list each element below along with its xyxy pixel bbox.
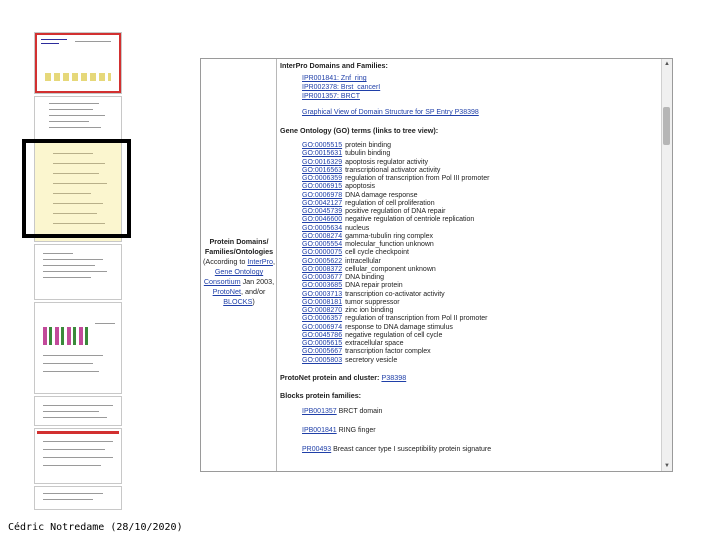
go-term-row [302,266,660,274]
footer-credit: Cédric Notredame (28/10/2020) [8,522,183,533]
label-date: Jan 2003, [240,277,275,286]
list-item [302,75,660,84]
go-term-label: response to DNA damage stimulus [345,323,453,331]
list-item [302,84,660,93]
go-term-label: nucleus [345,224,370,232]
go-term-row [302,192,660,200]
go-term-row [302,258,660,266]
thumb-line [49,109,93,110]
section-label [203,237,275,307]
thumb-line [41,39,67,40]
go-term-label: intracellular [345,257,381,265]
thumb-line [43,405,113,406]
go-term-link[interactable]: GO:0005615 [302,340,343,348]
thumb-5[interactable] [34,302,122,394]
interpro-heading: InterPro Domains and Families: [280,61,388,70]
protonet-heading [280,373,660,383]
thumb-line [43,363,93,364]
blocks-entry-link[interactable]: IPB001841 [302,426,337,434]
go-term-link[interactable]: GO:0006978 [302,191,343,199]
go-term-row [302,175,660,183]
thumb-line [41,43,59,44]
slide-thumbnail-strip [34,32,122,510]
go-term-label: DNA binding [345,274,385,282]
spacer [302,416,660,426]
web-content-panel [200,58,673,472]
go-term-link[interactable]: GO:0003713 [302,290,343,298]
interpro-entry-desc[interactable]: BRCT [340,92,360,100]
thumb-line [95,323,115,324]
go-term-row [302,282,660,290]
thumb-line [75,41,111,42]
go-term-link[interactable]: GO:0005667 [302,348,343,356]
section-label-column [201,59,277,471]
go-term-label: transcription co-activator activity [345,290,445,298]
go-term-link[interactable]: GO:0008372 [302,265,343,273]
go-term-row [302,332,660,340]
interpro-link[interactable]: InterPro [247,257,273,266]
thumb-bars [43,327,91,345]
interpro-entry-sep[interactable]: : [337,92,341,100]
go-term-link[interactable]: GO:0006359 [302,175,343,183]
thumb-bars [45,73,111,81]
thumb-line [43,259,103,260]
go-term-label: regulation of transcription from Pol III promoter [345,175,490,183]
blocks-entry-desc: Breast cancer type I susceptibility protein signature [333,445,492,453]
go-term-link[interactable]: GO:0006915 [302,183,343,191]
go-term-label: extracellular space [345,340,404,348]
thumb-7[interactable] [34,428,122,484]
interpro-list [302,75,660,118]
interpro-entry-link[interactable]: IPR002378 [302,83,338,91]
protonet-label: ProtoNet protein and cluster: [280,372,382,382]
go-term-label: DNA damage response [345,191,418,199]
go-term-row [302,167,660,175]
go-term-row [302,150,660,158]
go-term-link[interactable]: GO:0045786 [302,331,343,339]
interpro-entry-link[interactable]: IPR001841 [302,75,338,82]
gene-ontology-link[interactable]: Gene Ontology Consortium [203,267,264,286]
label-andor: , and/or [241,287,266,296]
thumb-line [43,441,113,442]
scrollbar-thumb[interactable] [663,107,670,145]
label-close: ) [252,297,255,306]
go-term-row [302,241,660,249]
go-term-label: transcriptional activator activity [345,166,441,174]
thumb-line [49,127,101,128]
go-term-label: apoptosis regulator activity [345,158,428,166]
go-term-link[interactable]: GO:0005803 [302,356,343,364]
blocks-list [302,407,660,454]
scroll-down-icon[interactable]: ▼ [664,463,670,469]
spacer [302,101,660,109]
blocks-entry-desc: BRCT domain [338,407,383,415]
thumb-line [43,371,99,372]
current-slide-highlight [22,139,131,238]
thumb-6[interactable] [34,396,122,426]
go-term-link[interactable]: GO:0008274 [302,232,343,240]
go-term-link[interactable]: GO:0005634 [302,224,343,232]
thumb-8[interactable] [34,486,122,510]
go-term-link[interactable]: GO:0005622 [302,257,343,265]
go-term-link[interactable]: GO:0000075 [302,249,343,257]
go-term-row [302,216,660,224]
list-item [302,445,660,454]
thumb-line [43,277,91,278]
label-comma: , [272,257,275,266]
go-term-link[interactable]: GO:0016563 [302,166,343,174]
vertical-scrollbar[interactable] [661,59,672,471]
go-term-row [302,340,660,348]
go-term-label: tumor suppressor [345,298,400,306]
go-term-link[interactable]: GO:0008270 [302,307,343,315]
thumb-line [43,411,99,412]
thumb-line [43,271,107,272]
go-term-label: cellular_component unknown [345,265,436,273]
go-term-row [302,142,660,150]
list-item [302,426,660,435]
go-heading: Gene Ontology (GO) terms (links to tree view): [280,126,439,136]
go-term-label: transcription factor complex [345,348,431,356]
blocks-heading: Blocks protein families: [280,390,362,400]
thumb-line [49,103,99,104]
graphical-view-link[interactable]: Graphical View of Domain Structure for SP Entry P38398 [302,109,479,117]
thumb-red-frame [35,33,121,93]
go-term-label: gamma-tubulin ring complex [345,232,434,240]
thumb-1[interactable] [34,32,122,94]
thumb-line [43,465,101,466]
go-term-link[interactable]: GO:0016329 [302,158,343,166]
go-term-row [302,249,660,257]
go-term-row [302,233,660,241]
protonet-cluster-link[interactable]: P38398 [381,372,407,382]
protonet-link[interactable]: ProtoNet [212,287,241,296]
go-term-link[interactable]: GO:0005554 [302,241,343,249]
list-item [302,407,660,416]
go-term-row [302,315,660,323]
label-pre: (According to [203,257,248,266]
interpro-entry-desc[interactable]: Znf_ring [340,75,367,82]
go-term-label: DNA repair protein [345,282,403,290]
go-term-label: positive regulation of DNA repair [345,208,446,216]
blocks-entry-link[interactable]: PR00493 [302,445,332,453]
go-term-row [302,357,660,365]
go-term-label: cell cycle checkpoint [345,249,409,257]
thumb-2[interactable] [34,96,122,140]
domains-content [280,61,660,454]
interpro-entry-desc[interactable]: Brst_cancerI [340,83,381,91]
blocks-entry-link[interactable]: IPB001357 [302,407,337,415]
thumb-line [43,449,105,450]
go-term-label: secretory vesicle [345,356,398,364]
go-term-link[interactable]: GO:0045739 [302,208,343,216]
go-term-row [302,200,660,208]
thumb-line [49,115,105,116]
go-term-link[interactable]: GO:0008181 [302,298,343,306]
go-term-label: regulation of cell proliferation [345,199,435,207]
go-term-row [302,299,660,307]
go-term-row [302,208,660,216]
go-term-label: negative regulation of cell cycle [345,331,443,339]
interpro-entry-sep[interactable]: : [337,83,341,91]
go-term-row [302,307,660,315]
go-term-label: zinc ion binding [345,307,394,315]
go-term-list [280,142,660,365]
go-term-row [302,274,660,282]
thumb-line [43,417,107,418]
thumb-line [43,253,73,254]
go-term-row [302,291,660,299]
go-term-link[interactable]: GO:0015631 [302,150,343,158]
interpro-entry-sep[interactable]: : [337,75,341,82]
go-term-link[interactable]: GO:0042127 [302,199,343,207]
go-term-label: apoptosis [345,183,376,191]
go-term-label: tubulin binding [345,150,391,158]
section-title: Protein Domains/ Families/Ontologies [204,237,274,256]
thumb-line [43,493,103,494]
thumb-line [43,457,113,458]
go-term-label: regulation of transcription from Pol II promoter [345,315,488,323]
go-term-link[interactable]: GO:0006357 [302,315,343,323]
go-term-row [302,183,660,191]
list-item [302,93,660,102]
thumb-4[interactable] [34,244,122,300]
go-term-label: molecular_function unknown [345,241,434,249]
thumb-line [43,265,95,266]
go-term-link[interactable]: GO:0003677 [302,274,343,282]
thumb-line [49,121,89,122]
go-term-label: negative regulation of centriole replication [345,216,475,224]
go-term-row [302,159,660,167]
go-term-link[interactable]: GO:0006974 [302,323,343,331]
thumb-line [43,499,93,500]
thumb-line [43,355,103,356]
blocks-link[interactable]: BLOCKS [223,297,253,306]
spacer [302,435,660,445]
go-term-link[interactable]: GO:0046600 [302,216,343,224]
go-term-label: protein binding [345,142,392,150]
blocks-entry-desc: RING finger [338,426,376,434]
interpro-entry-link[interactable]: IPR001357 [302,92,338,100]
go-term-row [302,348,660,356]
go-term-link[interactable]: GO:0005515 [302,142,343,150]
scroll-up-icon[interactable]: ▲ [664,61,670,67]
thumb-red-bar [37,431,119,434]
go-term-link[interactable]: GO:0003685 [302,282,343,290]
go-term-row [302,225,660,233]
go-term-row [302,324,660,332]
